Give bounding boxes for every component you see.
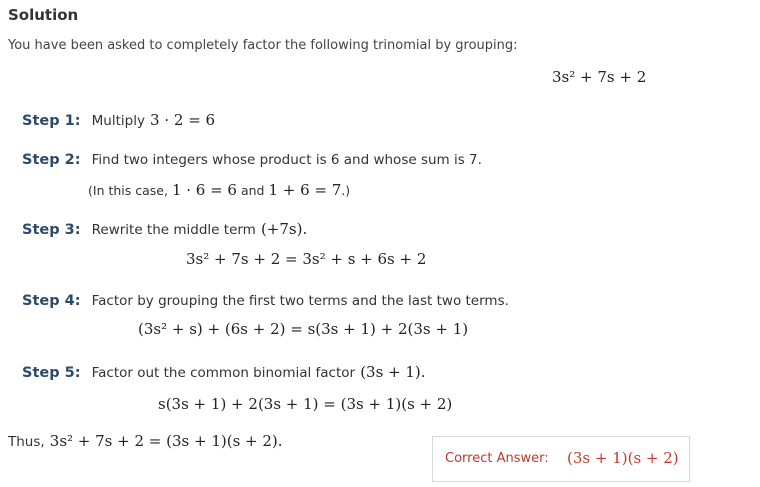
note-math: 1 + 6 = 7 [268,181,342,199]
step-math: (+7s). [260,220,308,238]
step-math: 3 · 2 = 6 [150,111,216,129]
step-math: (3s + 1). [360,363,426,381]
trinomial-expression: 3s² + 7s + 2 [552,68,647,86]
step-2-note [88,181,350,199]
step-text: Factor by grouping the first two terms and the last two terms. [91,293,509,309]
step-label: Step 1: [22,113,81,129]
step-label: Step 2: [22,152,81,168]
step-text: Factor out the common binomial factor [91,365,356,381]
step-label: Step 4: [22,293,81,309]
step-5 [22,362,426,381]
note-text: .) [341,183,351,198]
note-text: (In this case, [88,183,168,198]
step-1 [22,110,215,129]
step-5-equation: s(3s + 1) + 2(3s + 1) = (3s + 1)(s + 2) [158,395,453,413]
correct-answer-box [432,436,690,482]
conclusion-text: Thus, [8,434,45,450]
intro-text: You have been asked to completely factor the following trinomial by grouping: [8,38,518,53]
step-text: Find two integers whose product is 6 and whose sum is 7. [91,152,482,168]
step-text: Multiply [91,113,145,129]
step-2 [22,149,482,168]
solution-heading: Solution [8,6,79,24]
step-3-equation: 3s² + 7s + 2 = 3s² + s + 6s + 2 [186,250,427,268]
conclusion [8,431,283,450]
step-label: Step 5: [22,365,81,381]
correct-answer-label: Correct Answer: [445,451,549,466]
conclusion-math: 3s² + 7s + 2 = (3s + 1)(s + 2). [49,432,283,450]
note-text: and [240,183,265,198]
step-label: Step 3: [22,222,81,238]
note-math: 1 · 6 = 6 [171,181,237,199]
correct-answer-value: (3s + 1)(s + 2) [567,449,679,467]
step-4-equation: (3s² + s) + (6s + 2) = s(3s + 1) + 2(3s + 1) [138,320,469,338]
step-3 [22,219,307,238]
step-text: Rewrite the middle term [91,222,256,238]
step-4 [22,290,509,309]
